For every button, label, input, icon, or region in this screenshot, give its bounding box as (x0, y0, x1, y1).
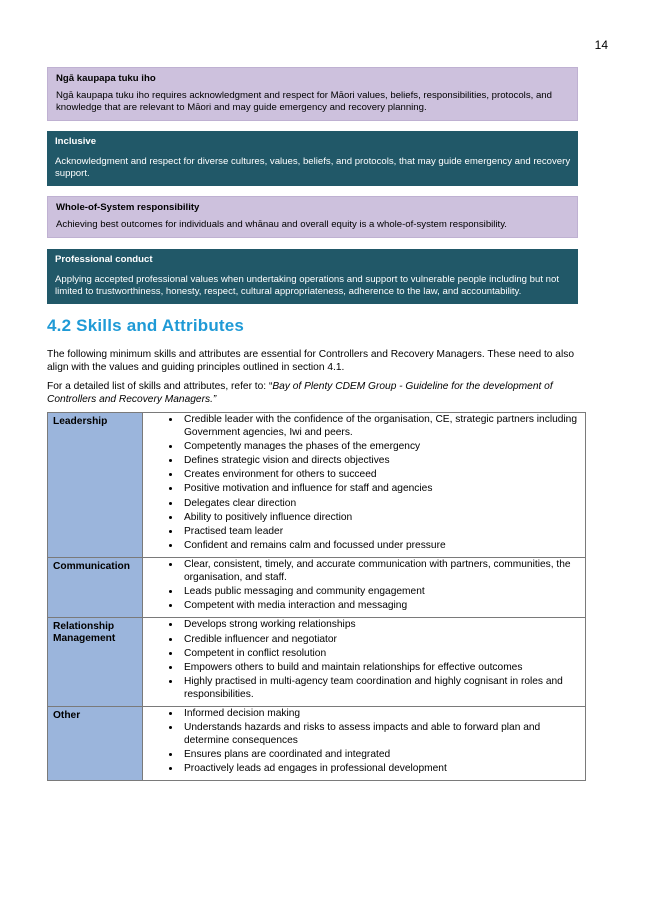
list-item: • Credible leader with the confidence of the organisation, CE, strategic partners including Government agencies, Iwi and peers. (181, 414, 577, 439)
value-box-inclusive (47, 131, 578, 186)
value-box-nga-kaupapa (47, 67, 578, 121)
list-item: • Defines strategic vision and directs objectives (181, 455, 577, 468)
skill-category-label: Leadership (48, 413, 143, 558)
list-item: • Positive motivation and influence for staff and agencies (181, 483, 577, 496)
value-box-whole-of-system (47, 196, 578, 238)
skill-items-list (143, 414, 577, 553)
value-box-text: Achieving best outcomes for individuals and whānau and overall equity is a whole-of-system responsibility. (56, 219, 507, 230)
skill-items-cell (143, 413, 586, 558)
skill-items-list (143, 559, 577, 613)
table-row (48, 618, 586, 707)
skill-items-cell (143, 558, 586, 618)
skills-table-body (48, 413, 586, 781)
value-box-title: Inclusive (55, 136, 97, 147)
section-heading: 4.2 Skills and Attributes (47, 316, 245, 335)
skill-category-label: Communication (48, 558, 143, 618)
list-item: • Credible influencer and negotiator (181, 634, 577, 647)
list-item: • Develops strong working relationships (181, 619, 577, 632)
reference-prefix: For a detailed list of skills and attributes, refer to: “ (47, 381, 273, 392)
intro-paragraph: The following minimum skills and attributes are essential for Controllers and Recovery Managers. These need to also align with the values and guiding principles outlined in section 4.1. (47, 349, 574, 373)
value-box-title: Professional conduct (55, 254, 153, 265)
value-box-text: Ngā kaupapa tuku iho requires acknowledgment and respect for Māori values, beliefs, responsibilities, protocols, and knowledge that are relevant to Māori and may guide emergency and recovery planning. (56, 90, 552, 113)
page-number: 14 (594, 38, 608, 52)
list-item: • Creates environment for others to succeed (181, 469, 577, 482)
skill-category-label: Relationship Management (48, 618, 143, 707)
skill-items-list (143, 708, 577, 776)
list-item: • Ability to positively influence direction (181, 512, 577, 525)
value-box-title: Ngā kaupapa tuku iho (56, 73, 156, 84)
list-item: • Competent with media interaction and messaging (181, 600, 577, 613)
table-row (48, 706, 586, 780)
list-item: • Informed decision making (181, 708, 577, 721)
list-item: • Empowers others to build and maintain relationships for effective outcomes (181, 662, 577, 675)
list-item: • Highly practised in multi-agency team coordination and highly cognisant in roles and responsibilities. (181, 676, 577, 701)
value-box-text: Applying accepted professional values when undertaking operations and support to vulnerable people including but not limited to trustworthiness, honesty, respect, cultural appropriateness, adherence to the law, and accountability. (55, 274, 560, 297)
list-item: • Practised team leader (181, 526, 577, 539)
list-item: • Ensures plans are coordinated and integrated (181, 749, 577, 762)
table-row (48, 413, 586, 558)
skill-items-list (143, 619, 577, 701)
value-box-title: Whole-of-System responsibility (56, 202, 200, 213)
table-row (48, 558, 586, 618)
value-box-professional-conduct (47, 249, 578, 304)
list-item: • Proactively leads ad engages in professional development (181, 763, 577, 776)
list-item: • Clear, consistent, timely, and accurate communication with partners, communities, the organisation, and staff. (181, 559, 577, 584)
list-item: • Delegates clear direction (181, 498, 577, 511)
skill-items-cell (143, 618, 586, 707)
list-item: • Confident and remains calm and focussed under pressure (181, 540, 577, 553)
skill-items-cell (143, 706, 586, 780)
reference-title: Bay of Plenty CDEM Group - Guideline for the development of Controllers and Recovery Managers.” (47, 381, 553, 405)
list-item: • Competent in conflict resolution (181, 648, 577, 661)
value-box-text: Acknowledgment and respect for diverse cultures, values, beliefs, and protocols, that may guide emergency and recovery support. (55, 156, 571, 179)
list-item: • Competently manages the phases of the emergency (181, 441, 577, 454)
list-item: • Understands hazards and risks to assess impacts and able to forward plan and determine consequences (181, 722, 577, 747)
list-item: • Leads public messaging and community engagement (181, 586, 577, 599)
skills-table (47, 412, 586, 781)
skill-category-label: Other (48, 706, 143, 780)
reference-paragraph (47, 381, 592, 406)
